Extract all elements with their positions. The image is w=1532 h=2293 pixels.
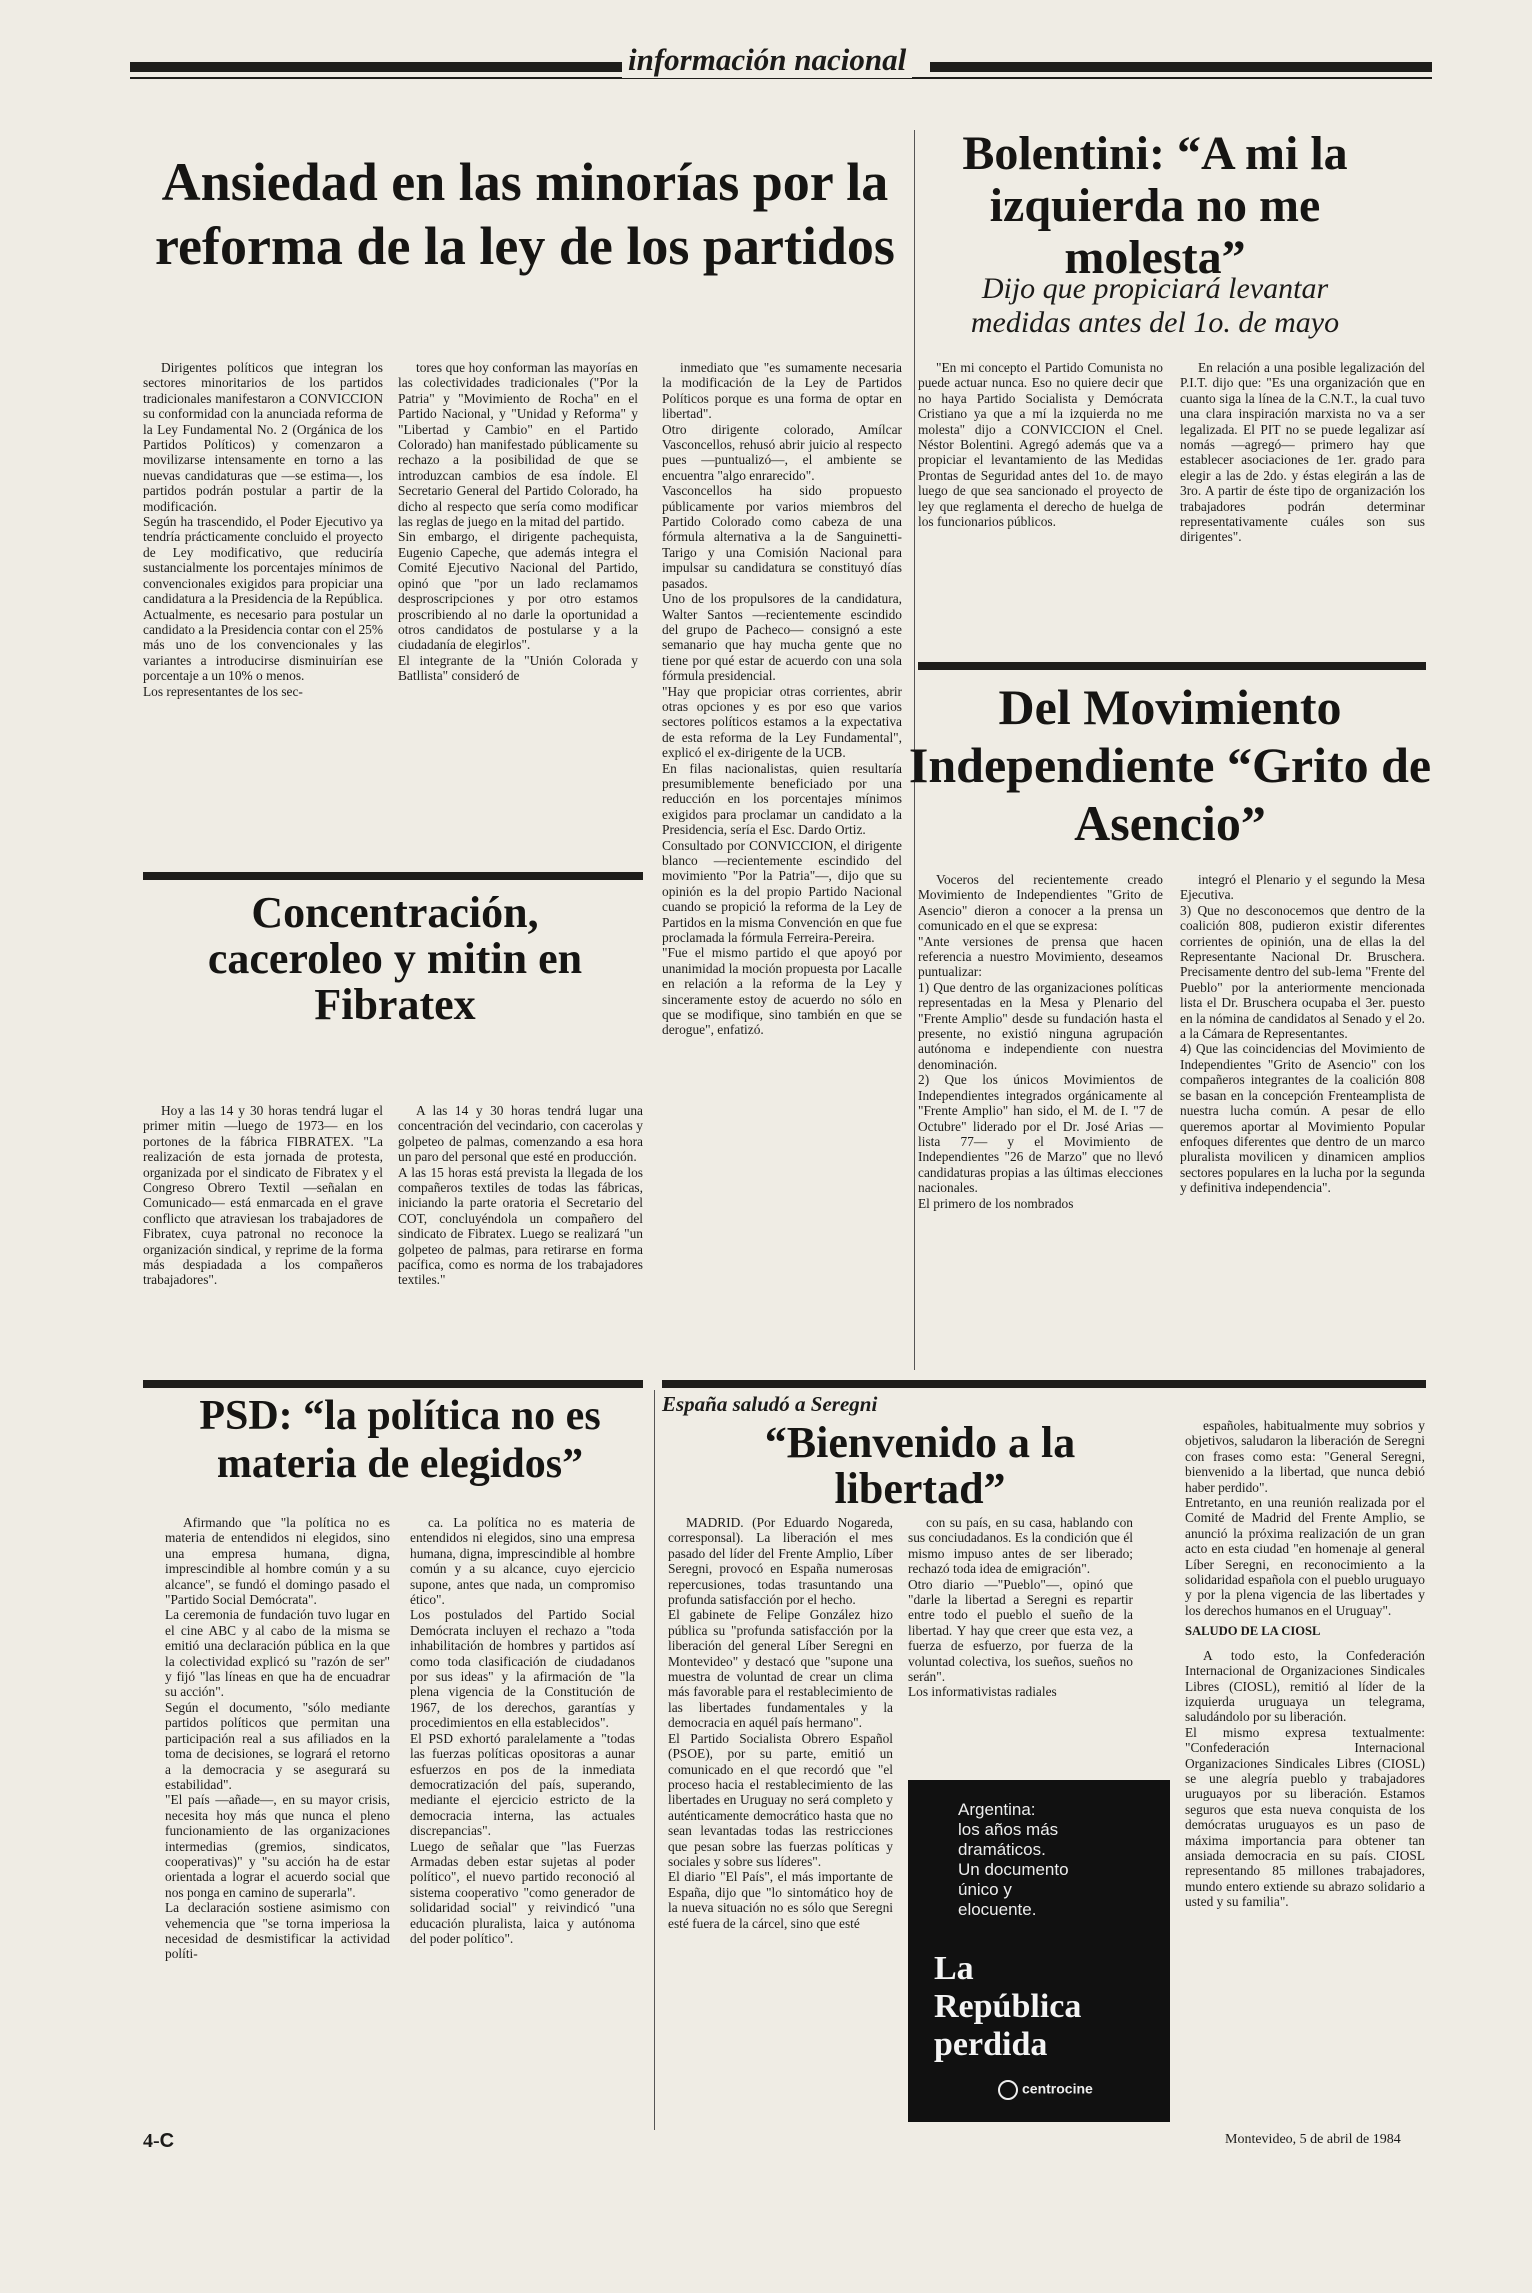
centrocine-logo-icon xyxy=(998,2080,1018,2100)
seregni-headline: “Bienvenido a la libertad” xyxy=(764,1418,1076,1513)
psd-headline: PSD: “la política no es materia de elegidos” xyxy=(199,1393,601,1487)
minorias-col2: tores que hoy conforman las mayorías en las colectividades tradicionales ("Por la Patria" y "Movimiento de Rocha" en el Partido Nacional, y "Unidad y Reforma" y "Libertad y Cambio" en el Partido Colorado) han manifestado públicamente su rechazo a la posibilidad de que se introduzcan cambios de esa índole. El Secretario General del Partido Colorado, ha dicho al respecto que sería como modificar las reglas de juego en la mitad del partido. Sin embargo, el dirigente pachequista, Eugenio Capeche, que además integra el Comité Ejecutivo Nacional del Partido, opinó que "por un lado reclamamos desproscripciones y por otro estamos proscribiendo al no darle la oportunidad a otros candidatos de postularse y a la ciudadanía de elegirlos". El integrante de la "Unión Colorada y Batllista" consideró de xyxy=(398,360,638,684)
ad-la-republica-perdida[interactable] xyxy=(908,1780,1170,2122)
bottom-row-rule-right xyxy=(662,1380,1426,1388)
seregni-col1: MADRID. (Por Eduardo Nogareda, corresponsal). La liberación el mes pasado del líder del Frente Amplio, Líber Seregni, provocó en España numerosas repercusiones, todas trasuntando una profunda satisfacción por el hecho. El gabinete de Felipe González hizo pública su "profunda satisfacción por la liberación del general Líber Seregni en Montevideo" y destacó que "supone una muestra de voluntad de crear un clima más favorable para el restablecimiento de las libertades fundamentales y la democracia en aquél país hermano". El Partido Socialista Obrero Español (PSOE), por su parte, emitió un comunicado en el que recordó que "el proceso hacia el restablecimiento de las libertades en Uruguay no será completo y auténticamente democrático hasta que no sean levantadas todas las restricciones que pesan sobre las fuerzas políticas y sociales y sobre sus líderes". El diario "El País", el más importante de España, dijo que "lo sintomático hoy de la nueva situación no es sólo que Seregni esté fuera de la cárcel, sino que esté xyxy=(668,1515,893,1931)
seregni-col2: con su país, en su casa, hablando con sus conciudadanos. Es la condición que él mismo impuso antes de ser liberado; rechazó toda idea de emigración". Otro diario —"Pueblo"—, opinó que "darle la libertad a Seregni es repartir entre todo el pueblo el sueño de la libertad. Y hay que creer que esta vez, a fuerza de esfuerzo, por fuerza de la voluntad colectiva, los sueños, sueños no serán". Los informativistas radiales xyxy=(908,1515,1133,1700)
psd-col2: ca. La política no es materia de entendidos ni elegidos, sino una empresa humana, digna, imprescindible al hombre común y a su alcance, cuyo ejercicio supone, antes que nada, un compromiso ético". Los postulados del Partido Social Demócrata incluyen el rechazo a "toda inhabilitación de hombres y partidos así como toda clasificación de ciudadanos por sus ideas" y la afirmación de "la plena vigencia de la Constitución de 1967, de los derechos, garantías y procedimientos en ella establecidos". El PSD exhortó paralelamente a "todas las fuerzas políticas opositoras a aunar esfuerzos en pos de la inmediata democratización del país, superando, mediante el ejercicio estricto de la democracia interna, las actuales discrepancias". Luego de señalar que "las Fuerzas Armadas deben estar sujetas al poder político", el nuevo partido reconoció al sistema cooperativo "como generador de solidaridad social" y reivindicó "una educación pluralista, laica y autónoma del poder político". xyxy=(410,1515,635,1946)
section-rule-right xyxy=(930,62,1432,72)
bottom-row-rule-left xyxy=(143,1380,643,1388)
bolentini-subhead: Dijo que propiciará levantar medidas antes del 1o. de mayo xyxy=(970,272,1340,339)
grito-col1: Voceros del recientemente creado Movimiento de Independientes "Grito de Asencio" dieron a conocer a la prensa un comunicado en el que se expresa: "Ante versiones de prensa que hacen referencia a nuestro Movimiento, deseamos puntualizar: 1) Que dentro de las organizaciones políticas representadas en la Mesa y Plenario del "Frente Amplio" desde su fundación hasta el presente, no existió ninguna agrupación autónoma e independiente con nuestra denominación. 2) Que los únicos Movimientos de Independientes integrados orgánicamente al "Frente Amplio" han sido, el M. de I. "7 de Octubre" liderado por el Dr. José Arias —lista 77— y el Movimiento de Independientes "26 de Marzo" que no llevó candidaturas propias a las últimas elecciones nacionales. El primero de los nombrados xyxy=(918,872,1163,1211)
grito-headline: Del Movimiento Independiente “Grito de Asencio” xyxy=(908,679,1432,851)
page-number xyxy=(143,2130,174,2153)
section-rule-left xyxy=(130,62,630,72)
dateline: Montevideo, 5 de abril de 1984 xyxy=(1225,2132,1401,2147)
minorias-headline: Ansiedad en las minorías por la reforma de la ley de los partidos xyxy=(155,152,895,276)
minorias-col3: inmediato que "es sumamente necesaria la modificación de la Ley de Partidos Políticos porque es una forma de optar en libertad". Otro dirigente colorado, Amílcar Vasconcellos, rehusó abrir juicio al respecto pues —puntualizó—, el ambiente se encuentra "algo enrarecido". Vasconcellos ha sido propuesto públicamente por varios miembros del Partido Colorado como cabeza de una fórmula alternativa a la de Sanguinetti-Tarigo y una Comisión Nacional para impulsar su candidatura se constituyó días pasados. Uno de los propulsores de la candidatura, Walter Santos —recientemente escindido del grupo de Pacheco— consignó a este semanario que hay mucha gente que no tiene por qué estar de acuerdo con una sola fórmula presidencial. "Hay que propiciar otras corrientes, abrir otras opciones y es por eso que varios sectores políticos estamos a la expectativa de esta reforma de la Ley Fundamental", explicó el ex-dirigente de la UCB. En filas nacionalistas, quien resultaría presumiblemente beneficiado por una reducción en los porcentajes mínimos exigidos para proclamar un candidato a la Presidencia, sería el Esc. Dardo Ortiz. Consultado por CONVICCION, el dirigente blanco —recientemente escindido del movimiento "Por la Patria"—, dijo que su opinión es la del propio Partido Nacional cuando se propició la reforma de la Ley de Partidos en la misma Convención en que fue proclamada la fórmula Ferreira-Pereira. "Fue el mismo partido el que apoyó por unanimidad la moción propuesta por Lacalle en relación a la reforma de la Ley y sinceramente estoy de acuerdo no sólo en que se modifique, sino también en que se derogue", enfatizó. xyxy=(662,360,902,1038)
seregni-col3: españoles, habitualmente muy sobrios y objetivos, saludaron la liberación de Seregni con frases como esta: "General Seregni, bienvenido a la libertad, que nunca debió haber perdido". Entretanto, en una reunión realizada por el Comité de Madrid del Frente Amplio, se anunció la próxima realización de un gran acto en esta ciudad "en homenaje al general Líber Seregni, en reconocimiento a la solidaridad española con el pueblo uruguayo y por la plena vigencia de las libertades y los derechos humanos en el Uruguay". SALUDO DE LA CIOSL A todo esto, la Confederación Internacional de Organizaciones Sindicales Libres (CIOSL), remitió al líder de la izquierda uruguaya un telegrama, saludándolo por su liberación. El mismo expresa textualmente: "Confederación Internacional Organizaciones Sindicales Libres (CIOSL) se une alegría pueblo y trabajadores uruguayos por su liberación. Estamos seguros que esta nueva conquista de los demócratas uruguayos es un paso de máxima importancia para obtener tan ansiada democracia en su país. CIOSL representando 85 millones trabajadores, mundo entero extiende su abrazo solidario a usted y su familia". xyxy=(1185,1418,1425,1910)
ad-title: La República perdida xyxy=(934,1950,1082,2063)
fibratex-headline: Concentración, caceroleo y mitin en Fibratex xyxy=(207,888,583,1029)
page-mark: C xyxy=(159,2130,175,2152)
grito-rule xyxy=(918,662,1426,670)
seregni-kicker: España saludó a Seregni xyxy=(662,1392,878,1416)
bolentini-col1: "En mi concepto el Partido Comunista no puede actuar nunca. Eso no quiere decir que no haya Partido Socialista y Demócrata Cristiano ya que a mí la izquierda no me molesta" dijo a CONVICCION el Cnel. Néstor Bolentini. Agregó además que va a propiciar el levantamiento de las Medidas Prontas de Seguridad antes del 1o. de mayo luego de que sea sancionado el proyecto de ley que reglamenta el derecho de huelga de los funcionarios públicos. xyxy=(918,360,1163,530)
fibratex-col2: A las 14 y 30 horas tendrá lugar una concentración del vecindario, con cacerolas y golpeteo de palmas, comenzando a esa hora un paro del personal que esté en producción. A las 15 horas está prevista la llegada de los compañeros textiles de todas las fábricas, iniciando la parte oratoria el Secretario del COT, concluyéndola un compañero del sindicato de Fibratex. Luego se realizará "un golpeteo de palmas, para retirarse en forma pacífica, como es norma de los trabajadores textiles." xyxy=(398,1103,643,1288)
ad-logo-text: centrocine xyxy=(1022,2080,1093,2097)
page-number-text: 4- xyxy=(143,2130,160,2152)
grito-col2: integró el Plenario y el segundo la Mesa Ejecutiva. 3) Que no desconocemos que dentro de la coalición 808, pudieron existir diferentes corrientes de opinión, una de ellas la del Representante Nacional Dr. Bruschera. Precisamente dentro del sub-lema "Frente del Pueblo" por la anteriormente mencionada lista el Dr. Bruschera ocupaba el 3er. puesto en la nómina de candidatos al Senado y el 2o. a la Cámara de Representantes. 4) Que las coincidencias del Movimiento de Independientes "Grito de Asencio" con los compañeros integrantes de la coalición 808 se basan en la concepción Frenteamplista de nuestra lucha común. A pesar de ello queremos aportar al Movimiento Popular enfoques diferentes que dentro de un marco pluralista movilicen y dinamicen amplios sectores populares en la lucha por la segunda y definitiva independencia". xyxy=(1180,872,1425,1196)
section-label: información nacional xyxy=(622,42,912,78)
minorias-col1: Dirigentes políticos que integran los sectores minoritarios de los partidos tradicionales manifestaron a CONVICCION su conformidad con la anunciada reforma de la Ley Fundamental No. 2 (Orgánica de los Partidos Políticos) y comenzaron a movilizarse intensamente en torno a las nuevas candidaturas que —se estima—, los partidos podrán postular a partir de la modificación. Según ha trascendido, el Poder Ejecutivo ya tendría prácticamente concluido el proyecto de Ley modificativo, que reduciría sustancialmente los porcentajes mínimos de convencionales exigidos para propiciar una candidatura a la Presidencia de la República. Actualmente, es necesario para postular un candidato a la Presidencia contar con el 25% más uno de los convencionales y las variantes a introducirse disminuirían ese porcentaje a un 10% o menos. Los representantes de los sec- xyxy=(143,360,383,699)
bolentini-headline: Bolentini: “A mi la izquierda no me molesta” xyxy=(962,127,1348,284)
seregni-subhead: SALUDO DE LA CIOSL xyxy=(1185,1624,1321,1639)
ad-teaser: Argentina: los años más dramáticos. Un documento único y elocuente. xyxy=(958,1800,1069,1919)
bolentini-col2: En relación a una posible legalización del P.I.T. dijo que: "Es una organización que en cuanto siga la línea de la C.N.T., la cual tuvo una clara inspiración marxista no va a ser legalizada. El PIT no se puede legalizar así nomás —agregó— primero hay que establecer asociaciones de 1er. grado para elegir a las de 2do. y éstas elegirán a las de 3ro. A partir de éste tipo de organización los trabajadores podrán determinar representativamente cuáles son sus dirigentes". xyxy=(1180,360,1425,545)
fibratex-col1: Hoy a las 14 y 30 horas tendrá lugar el primer mitin —luego de 1973— en los portones de la fábrica FIBRATEX. "La realización de esta jornada de protesta, organizada por el sindicato de Fibratex y el Congreso Obrero Textil —señalan en Comunicado— está enmarcada en el grave conflicto que atraviesan los trabajadores de Fibratex, cuya patronal no reconoce la organización sindical, y reprime de la forma más despiadada a los compañeros trabajadores". xyxy=(143,1103,383,1288)
ad-logo xyxy=(998,2080,1158,2100)
fibratex-rule xyxy=(143,872,643,880)
psd-col1: Afirmando que "la política no es materia de entendidos ni elegidos, sino una empresa humana, digna, imprescindible al hombre común y a su alcance", se fundó el domingo pasado el "Partido Social Demócrata". La ceremonia de fundación tuvo lugar en el cine ABC y al cabo de la misma se emitió una declaración pública en la que la colectividad explicó su "razón de ser" y fijó "las líneas en que ha de encuadrar su acción". Según el documento, "sólo mediante partidos políticos que permitan una participación real a sus afiliados en la toma de decisiones, se logrará el retorno a la democracia y se asegurará su estabilidad". "El país —añade—, en su mayor crisis, necesita hoy más que nunca el pleno funcionamiento de las organizaciones intermedias (gremios, sindicatos, cooperativas)" y "su acción ha de estar orientada a lograr el acuerdo social que nos ponga en camino de superarla". La declaración sostiene asimismo con vehemencia que "se torna imperiosa la necesidad de desmistificar la actividad políti- xyxy=(165,1515,390,1962)
vertical-rule-bottom xyxy=(654,1390,655,2130)
